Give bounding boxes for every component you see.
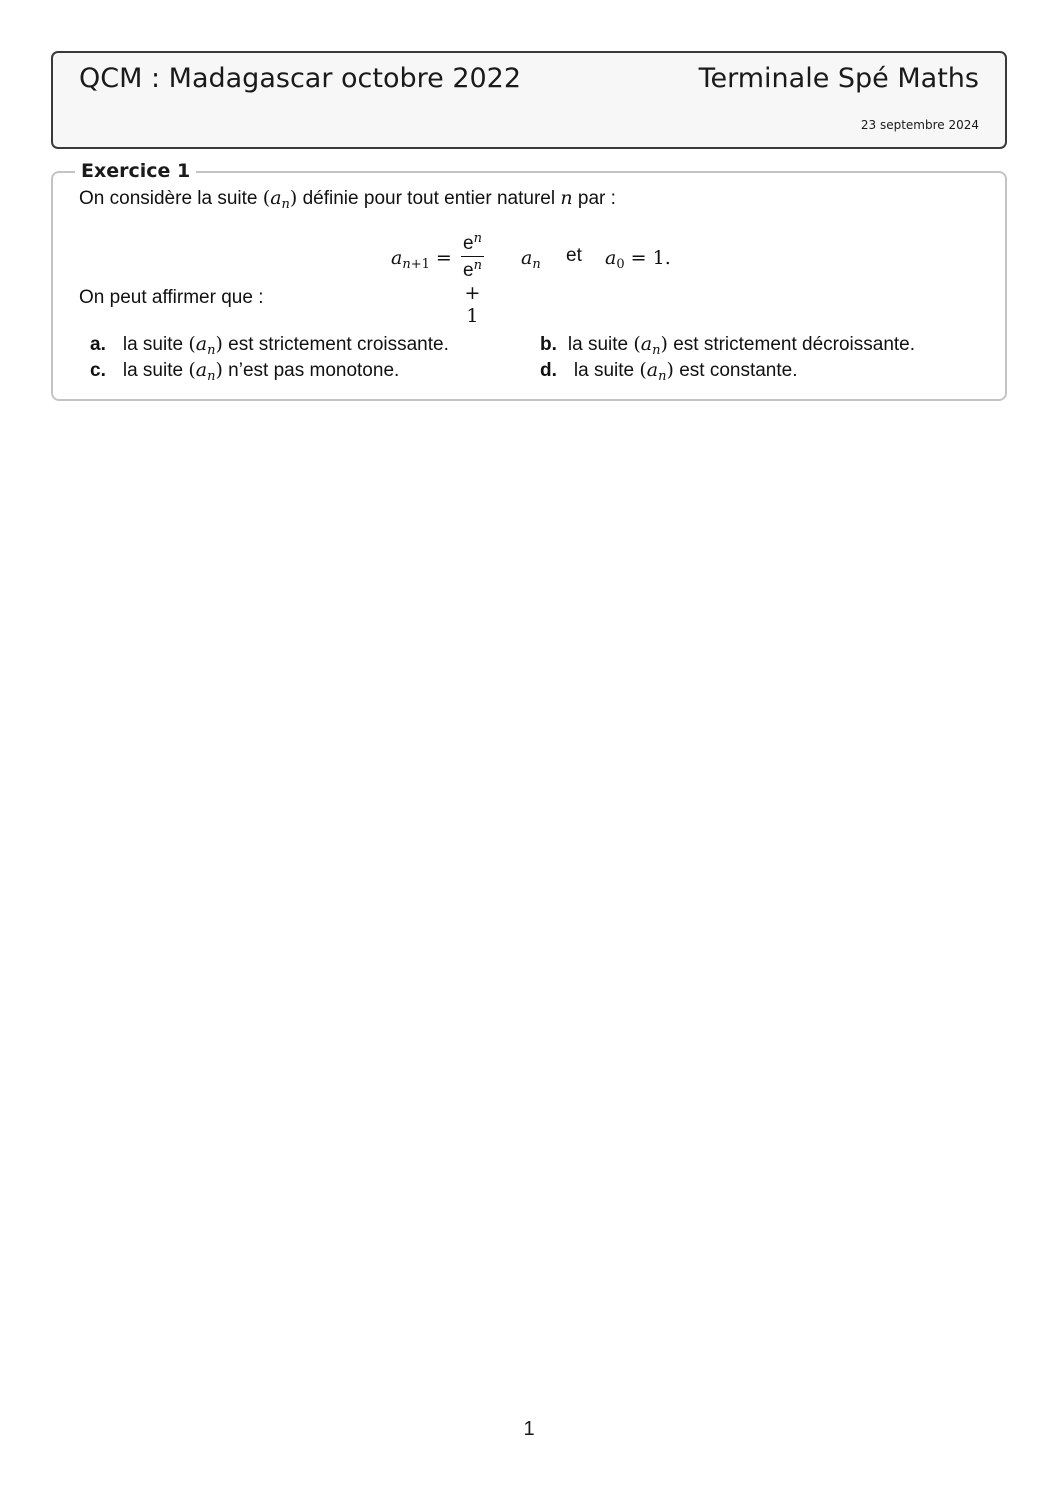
formula-an: $a_n$ (521, 247, 541, 272)
math-n: n (560, 187, 573, 209)
formula-fraction: $e^n$ $e^n + 1$ (463, 231, 482, 328)
math-sequence: $(a_n)$ (188, 333, 223, 358)
exercise-title: Exercice 1 (75, 160, 196, 182)
formula-connector: et (566, 245, 582, 266)
formula-lhs: $a_{n+1}$ = (391, 247, 452, 272)
intro-suffix: par : (577, 188, 616, 209)
header-box (51, 51, 1007, 149)
class-name: Terminale Spé Maths (698, 63, 979, 94)
math-sequence: $(a_n)$ (188, 359, 223, 384)
document-title: QCM : Madagascar octobre 2022 (79, 63, 522, 94)
formula-initial: $a_0 = 1$. (605, 247, 671, 272)
option-d: d. la suite $(a_n)$ est constante. (540, 359, 798, 384)
option-c: c. la suite $(a_n)$ n’est pas monotone. (90, 359, 400, 384)
math-sequence: $(a_n)$ (262, 187, 298, 212)
option-b: b. la suite $(a_n)$ est strictement décroissante. (540, 333, 916, 358)
math-sequence: $(a_n)$ (639, 359, 674, 384)
math-sequence: $(a_n)$ (633, 333, 668, 358)
intro-middle: définie pour tout entier naturel (302, 188, 556, 209)
exercise-box (51, 160, 1007, 401)
option-a: a. la suite $(a_n)$ est strictement croissante. (90, 333, 449, 358)
exercise-intro (79, 187, 616, 212)
document-date: 23 septembre 2024 (860, 118, 979, 132)
intro-prefix: On considère la suite (79, 188, 258, 209)
exercise-conclusion: On peut affirmer que : (79, 287, 264, 308)
page-number: 1 (523, 1418, 535, 1440)
